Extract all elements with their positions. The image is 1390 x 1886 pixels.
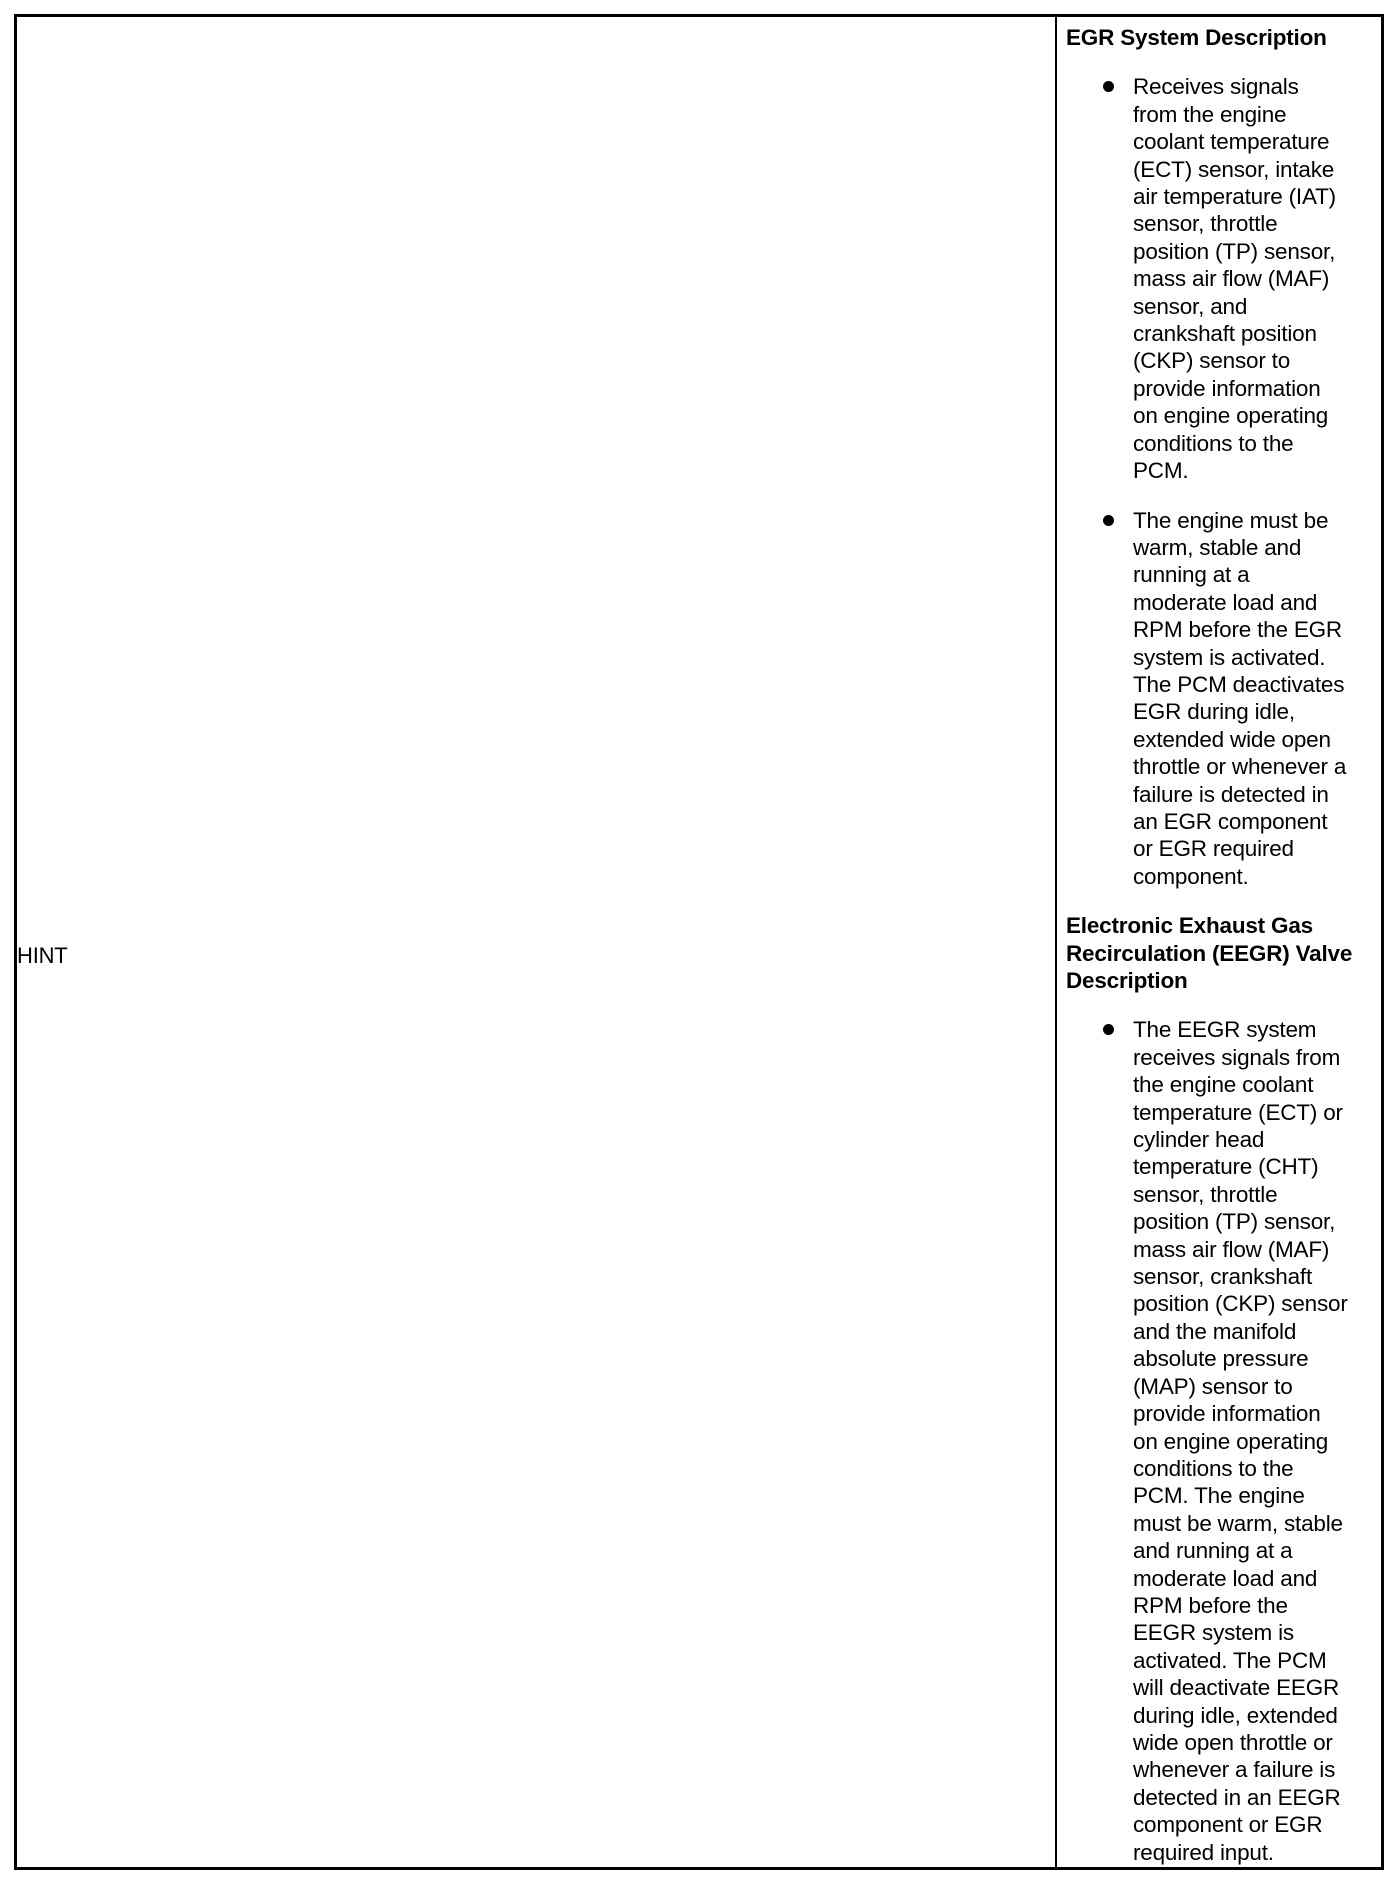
bullet-item <box>1066 1016 1375 1866</box>
bullet-text-line: The engine must be <box>1133 507 1329 533</box>
bullet-text-line: PCM. The engine <box>1133 1483 1305 1509</box>
hint-table <box>14 14 1384 1870</box>
bullet-text-line: coolant temperature <box>1133 129 1330 155</box>
bullet-text-line: position (CKP) sensor <box>1133 1291 1348 1317</box>
bullet-text <box>1133 1016 1375 1866</box>
bullet-text-line: RPM before the <box>1133 1592 1288 1618</box>
bullet-list <box>1066 1016 1375 1866</box>
bullet-text-line: and the manifold <box>1133 1318 1297 1344</box>
bullet-text-line: EEGR system is <box>1133 1620 1294 1646</box>
bullet-text-line: PCM. <box>1133 458 1189 484</box>
bullet-text-line: crankshaft position <box>1133 321 1317 347</box>
bullet-text-line: (MAP) sensor to <box>1133 1373 1293 1399</box>
bullet-text-line: whenever a failure is <box>1133 1757 1336 1783</box>
section-heading-line: Electronic Exhaust Gas <box>1066 913 1313 939</box>
hint-label-cell <box>17 17 1057 1867</box>
bullet-text <box>1133 73 1375 484</box>
bullet-text-line: warm, stable and <box>1133 534 1302 560</box>
section-heading <box>1066 912 1375 994</box>
bullet-text-line: or EGR required <box>1133 836 1294 862</box>
bullet-list <box>1066 73 1375 890</box>
description-section <box>1066 24 1375 890</box>
bullet-text-line: (ECT) sensor, intake <box>1133 156 1335 182</box>
bullet-text-line: and running at a <box>1133 1538 1293 1564</box>
bullet-item <box>1066 73 1375 484</box>
bullet-text-line: mass air flow (MAF) <box>1133 1236 1330 1262</box>
bullet-item <box>1066 507 1375 891</box>
bullet-dot-icon <box>1103 1024 1114 1035</box>
bullet-text-line: sensor, crankshaft <box>1133 1264 1312 1290</box>
bullet-text-line: cylinder head <box>1133 1127 1265 1153</box>
bullet-text-line: RPM before the EGR <box>1133 617 1342 643</box>
bullet-text-line: Receives signals <box>1133 74 1299 100</box>
bullet-text-line: running at a <box>1133 562 1250 588</box>
bullet-dot-icon <box>1103 81 1114 92</box>
bullet-text-line: The EEGR system <box>1133 1017 1317 1043</box>
bullet-text-line: EGR during idle, <box>1133 699 1295 725</box>
bullet-text-line: required input. <box>1133 1839 1274 1865</box>
bullet-text-line: conditions to the <box>1133 1455 1294 1481</box>
bullet-text-line: component or EGR <box>1133 1812 1323 1838</box>
bullet-text-line: must be warm, stable <box>1133 1510 1343 1536</box>
hint-content-cell <box>1059 17 1381 1867</box>
bullet-text-line: temperature (CHT) <box>1133 1154 1319 1180</box>
bullet-text-line: receives signals from <box>1133 1044 1341 1070</box>
bullet-text-line: on engine operating <box>1133 1428 1329 1454</box>
bullet-text-line: during idle, extended <box>1133 1702 1338 1728</box>
bullet-text-line: air temperature (IAT) <box>1133 184 1336 210</box>
section-heading-line: EGR System Description <box>1066 25 1327 50</box>
section-heading <box>1066 24 1375 51</box>
bullet-text-line: extended wide open <box>1133 726 1331 752</box>
bullet-text-line: wide open throttle or <box>1133 1729 1333 1755</box>
bullet-text-line: The PCM deactivates <box>1133 671 1345 697</box>
bullet-text-line: moderate load and <box>1133 589 1318 615</box>
bullet-text-line: on engine operating <box>1133 403 1329 429</box>
bullet-text-line: mass air flow (MAF) <box>1133 266 1330 292</box>
bullet-text-line: conditions to the <box>1133 430 1294 456</box>
bullet-text-line: activated. The PCM <box>1133 1647 1327 1673</box>
bullet-text-line: detected in an EEGR <box>1133 1784 1341 1810</box>
bullet-dot-icon <box>1103 515 1114 526</box>
description-sections <box>1066 24 1375 1866</box>
bullet-text-line: provide information <box>1133 1401 1321 1427</box>
bullet-text-line: (CKP) sensor to <box>1133 348 1291 374</box>
bullet-text-line: from the engine <box>1133 101 1287 127</box>
bullet-text-line: absolute pressure <box>1133 1346 1309 1372</box>
bullet-text-line: temperature (ECT) or <box>1133 1099 1343 1125</box>
bullet-text-line: sensor, throttle <box>1133 211 1278 237</box>
hint-label: HINT <box>17 943 68 968</box>
bullet-text-line: position (TP) sensor, <box>1133 1209 1336 1235</box>
bullet-text-line: provide information <box>1133 375 1321 401</box>
section-heading-line: Description <box>1066 968 1188 993</box>
bullet-text-line: an EGR component <box>1133 808 1328 834</box>
bullet-text-line: failure is detected in <box>1133 781 1329 807</box>
bullet-text <box>1133 507 1375 891</box>
bullet-text-line: position (TP) sensor, <box>1133 238 1336 264</box>
description-section <box>1066 912 1375 1866</box>
bullet-text-line: system is activated. <box>1133 644 1326 670</box>
section-heading-line: Recirculation (EEGR) Valve <box>1066 940 1353 966</box>
bullet-text-line: sensor, and <box>1133 293 1248 319</box>
bullet-text-line: moderate load and <box>1133 1565 1318 1591</box>
bullet-text-line: the engine coolant <box>1133 1072 1314 1098</box>
bullet-text-line: component. <box>1133 863 1249 889</box>
bullet-text-line: sensor, throttle <box>1133 1181 1278 1207</box>
bullet-text-line: throttle or whenever a <box>1133 754 1347 780</box>
bullet-text-line: will deactivate EEGR <box>1133 1675 1340 1701</box>
